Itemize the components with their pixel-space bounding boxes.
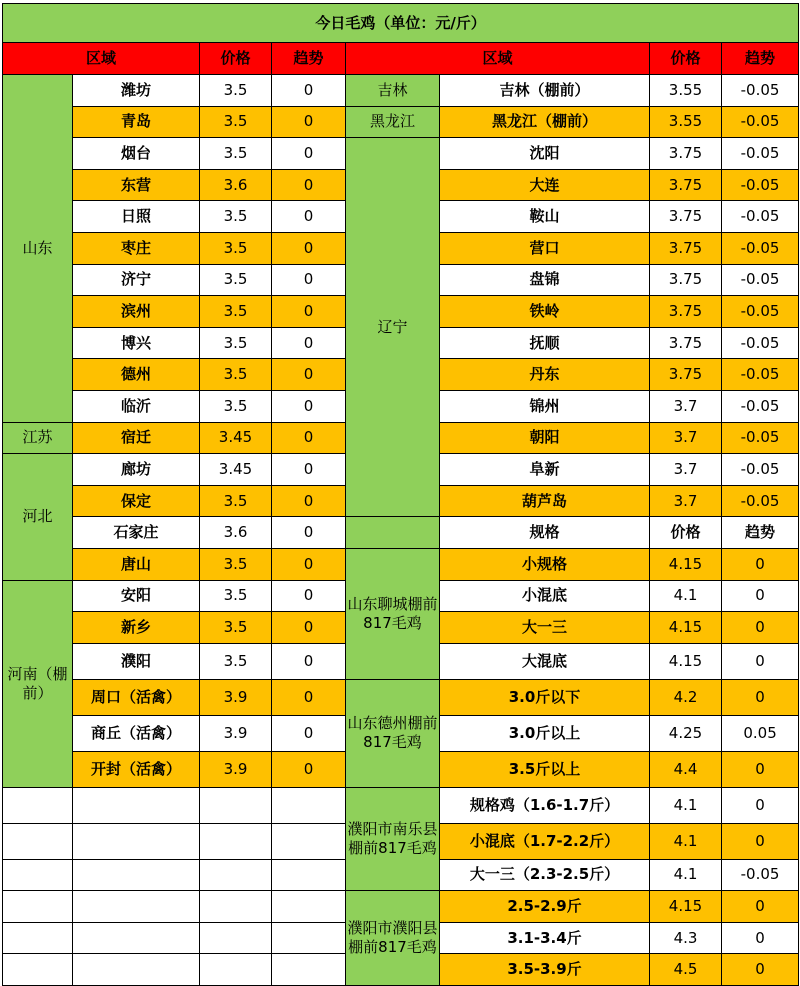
- city-name: 日照: [73, 201, 200, 233]
- table-row: [3, 787, 799, 823]
- city-price: 3.7: [650, 454, 722, 486]
- city-trend: -0.05: [722, 422, 799, 454]
- city-trend: -0.05: [722, 359, 799, 391]
- spec-trend: 0: [722, 823, 799, 859]
- city-price: 3.75: [650, 296, 722, 328]
- price-sheet: [2, 3, 798, 982]
- sheet-title: 今日毛鸡（单位：元/斤）: [3, 4, 799, 43]
- spec-price: 4.1: [650, 787, 722, 823]
- header-price-left: 价格: [200, 43, 272, 75]
- city-trend: -0.05: [722, 75, 799, 107]
- province-name: 黑龙江: [346, 106, 440, 138]
- city-price: 3.9: [200, 715, 272, 751]
- empty-cell: [3, 954, 73, 986]
- empty-cell: [73, 859, 200, 891]
- spec-trend: 0: [722, 751, 799, 787]
- city-trend: -0.05: [722, 390, 799, 422]
- spec-price: 4.15: [650, 548, 722, 580]
- header-row: [3, 43, 799, 75]
- city-price: 3.5: [200, 643, 272, 679]
- empty-cell: [272, 859, 346, 891]
- city-trend: -0.05: [722, 232, 799, 264]
- spec-price: 4.1: [650, 823, 722, 859]
- city-trend: 0: [272, 264, 346, 296]
- province-name: 河北: [3, 454, 73, 580]
- city-trend: -0.05: [722, 264, 799, 296]
- table-row: [3, 517, 799, 549]
- spec-trend: 0: [722, 548, 799, 580]
- spec-group-name: 山东德州棚前817毛鸡: [346, 679, 440, 787]
- spec-price: 4.25: [650, 715, 722, 751]
- spec-group-name: 濮阳市南乐县棚前817毛鸡: [346, 787, 440, 891]
- header-region-left: 区域: [3, 43, 200, 75]
- spec-trend: 0: [722, 580, 799, 612]
- table-row: [3, 75, 799, 107]
- city-price: 3.5: [200, 201, 272, 233]
- city-name: 铁岭: [440, 296, 650, 328]
- city-price: 3.55: [650, 75, 722, 107]
- empty-cell: [200, 891, 272, 923]
- spec-trend: 0: [722, 891, 799, 923]
- city-name: 临沂: [73, 390, 200, 422]
- city-name: 唐山: [73, 548, 200, 580]
- city-price: 3.7: [650, 390, 722, 422]
- city-trend: 0: [272, 390, 346, 422]
- city-trend: 0: [272, 106, 346, 138]
- spec-name: 大混底: [440, 643, 650, 679]
- province-name: 河南（棚前）: [3, 580, 73, 787]
- city-name: 安阳: [73, 580, 200, 612]
- city-trend: 0: [272, 296, 346, 328]
- city-price: 3.5: [200, 548, 272, 580]
- spec-header-spec: 规格: [440, 517, 650, 549]
- city-name: 吉林（棚前）: [440, 75, 650, 107]
- city-price: 3.75: [650, 232, 722, 264]
- city-trend: 0: [272, 327, 346, 359]
- city-trend: 0: [272, 201, 346, 233]
- city-trend: 0: [272, 751, 346, 787]
- spec-price: 4.2: [650, 679, 722, 715]
- city-name: 潍坊: [73, 75, 200, 107]
- empty-cell: [200, 859, 272, 891]
- city-trend: 0: [272, 715, 346, 751]
- spec-trend: -0.05: [722, 859, 799, 891]
- spec-trend: 0: [722, 679, 799, 715]
- empty-cell: [3, 787, 73, 823]
- city-trend: -0.05: [722, 169, 799, 201]
- table-row: [3, 106, 799, 138]
- city-name: 烟台: [73, 138, 200, 170]
- spec-name: 规格鸡（1.6-1.7斤）: [440, 787, 650, 823]
- city-name: 丹东: [440, 359, 650, 391]
- empty-cell: [73, 954, 200, 986]
- city-trend: -0.05: [722, 327, 799, 359]
- city-name: 锦州: [440, 390, 650, 422]
- header-trend-right: 趋势: [722, 43, 799, 75]
- empty-cell: [200, 954, 272, 986]
- city-name: 枣庄: [73, 232, 200, 264]
- city-name: 青岛: [73, 106, 200, 138]
- spec-name: 3.1-3.4斤: [440, 922, 650, 954]
- spec-price: 4.1: [650, 580, 722, 612]
- empty-cell: [73, 891, 200, 923]
- city-price: 3.5: [200, 580, 272, 612]
- city-name: 鞍山: [440, 201, 650, 233]
- city-trend: -0.05: [722, 138, 799, 170]
- city-price: 3.6: [200, 517, 272, 549]
- city-name: 廊坊: [73, 454, 200, 486]
- city-trend: 0: [272, 580, 346, 612]
- city-trend: 0: [272, 679, 346, 715]
- city-trend: 0: [272, 517, 346, 549]
- province-name: 辽宁: [346, 138, 440, 517]
- city-trend: 0: [272, 485, 346, 517]
- city-name: 开封（活禽）: [73, 751, 200, 787]
- city-price: 3.9: [200, 679, 272, 715]
- header-region-right: 区域: [346, 43, 650, 75]
- spec-price: 4.3: [650, 922, 722, 954]
- empty-cell: [272, 891, 346, 923]
- city-name: 濮阳: [73, 643, 200, 679]
- empty-cell: [200, 787, 272, 823]
- city-trend: 0: [272, 612, 346, 644]
- city-price: 3.5: [200, 75, 272, 107]
- city-name: 商丘（活禽）: [73, 715, 200, 751]
- spec-name: 3.0斤以上: [440, 715, 650, 751]
- city-price: 3.55: [650, 106, 722, 138]
- city-trend: -0.05: [722, 485, 799, 517]
- spec-group-name: 山东聊城棚前817毛鸡: [346, 548, 440, 679]
- table-body: [3, 4, 799, 986]
- city-price: 3.5: [200, 296, 272, 328]
- city-trend: -0.05: [722, 454, 799, 486]
- city-price: 3.5: [200, 138, 272, 170]
- city-price: 3.5: [200, 359, 272, 391]
- city-name: 保定: [73, 485, 200, 517]
- spec-trend: 0: [722, 612, 799, 644]
- table-row: [3, 891, 799, 923]
- spec-header-price: 价格: [650, 517, 722, 549]
- city-price: 3.5: [200, 264, 272, 296]
- city-name: 盘锦: [440, 264, 650, 296]
- city-trend: 0: [272, 232, 346, 264]
- empty-cell: [3, 922, 73, 954]
- city-price: 3.5: [200, 485, 272, 517]
- city-name: 周口（活禽）: [73, 679, 200, 715]
- spec-trend: 0.05: [722, 715, 799, 751]
- city-trend: -0.05: [722, 296, 799, 328]
- table-row: [3, 679, 799, 715]
- province-name: 江苏: [3, 422, 73, 454]
- empty-cell: [73, 787, 200, 823]
- empty-cell: [3, 859, 73, 891]
- city-trend: -0.05: [722, 201, 799, 233]
- city-name: 博兴: [73, 327, 200, 359]
- city-price: 3.5: [200, 106, 272, 138]
- city-name: 济宁: [73, 264, 200, 296]
- header-trend-left: 趋势: [272, 43, 346, 75]
- city-name: 营口: [440, 232, 650, 264]
- empty-cell: [73, 823, 200, 859]
- spec-trend: 0: [722, 922, 799, 954]
- empty-cell: [3, 823, 73, 859]
- city-name: 石家庄: [73, 517, 200, 549]
- spec-trend: 0: [722, 787, 799, 823]
- city-trend: 0: [272, 454, 346, 486]
- city-price: 3.75: [650, 138, 722, 170]
- spec-name: 3.0斤以下: [440, 679, 650, 715]
- city-price: 3.7: [650, 422, 722, 454]
- spec-name: 3.5-3.9斤: [440, 954, 650, 986]
- city-price: 3.5: [200, 390, 272, 422]
- city-price: 3.75: [650, 359, 722, 391]
- city-price: 3.45: [200, 422, 272, 454]
- spec-name: 小混底: [440, 580, 650, 612]
- spec-price: 4.15: [650, 612, 722, 644]
- city-name: 大连: [440, 169, 650, 201]
- spec-name: 2.5-2.9斤: [440, 891, 650, 923]
- empty-cell: [272, 922, 346, 954]
- spec-price: 4.5: [650, 954, 722, 986]
- city-name: 沈阳: [440, 138, 650, 170]
- city-name: 滨州: [73, 296, 200, 328]
- spec-name: 3.5斤以上: [440, 751, 650, 787]
- city-trend: 0: [272, 138, 346, 170]
- spec-price: 4.15: [650, 643, 722, 679]
- city-price: 3.6: [200, 169, 272, 201]
- spec-name: 小混底（1.7-2.2斤）: [440, 823, 650, 859]
- spec-price: 4.1: [650, 859, 722, 891]
- empty-cell: [272, 787, 346, 823]
- city-trend: 0: [272, 359, 346, 391]
- empty-cell: [200, 823, 272, 859]
- city-name: 宿迁: [73, 422, 200, 454]
- city-trend: 0: [272, 422, 346, 454]
- spec-name: 大一三（2.3-2.5斤）: [440, 859, 650, 891]
- empty-cell: [272, 823, 346, 859]
- city-name: 德州: [73, 359, 200, 391]
- spec-name: 小规格: [440, 548, 650, 580]
- spec-group-name: 濮阳市濮阳县棚前817毛鸡: [346, 891, 440, 986]
- city-price: 3.5: [200, 327, 272, 359]
- empty-cell: [73, 922, 200, 954]
- city-trend: 0: [272, 169, 346, 201]
- city-price: 3.75: [650, 327, 722, 359]
- city-price: 3.75: [650, 201, 722, 233]
- city-price: 3.5: [200, 612, 272, 644]
- city-price: 3.5: [200, 232, 272, 264]
- city-price: 3.45: [200, 454, 272, 486]
- city-name: 阜新: [440, 454, 650, 486]
- province-name: 吉林: [346, 75, 440, 107]
- city-price: 3.9: [200, 751, 272, 787]
- spec-trend: 0: [722, 643, 799, 679]
- city-name: 抚顺: [440, 327, 650, 359]
- empty-cell: [272, 954, 346, 986]
- empty-cell: [200, 922, 272, 954]
- spec-price: 4.15: [650, 891, 722, 923]
- spec-header-blank: [346, 517, 440, 549]
- city-name: 新乡: [73, 612, 200, 644]
- spec-name: 大一三: [440, 612, 650, 644]
- city-trend: 0: [272, 643, 346, 679]
- city-price: 3.75: [650, 169, 722, 201]
- city-trend: 0: [272, 75, 346, 107]
- spec-header-trend: 趋势: [722, 517, 799, 549]
- price-table: [2, 3, 799, 986]
- header-price-right: 价格: [650, 43, 722, 75]
- spec-price: 4.4: [650, 751, 722, 787]
- table-row: [3, 138, 799, 170]
- city-name: 东营: [73, 169, 200, 201]
- city-trend: -0.05: [722, 106, 799, 138]
- city-name: 朝阳: [440, 422, 650, 454]
- city-price: 3.75: [650, 264, 722, 296]
- city-name: 黑龙江（棚前）: [440, 106, 650, 138]
- spec-trend: 0: [722, 954, 799, 986]
- city-name: 葫芦岛: [440, 485, 650, 517]
- empty-cell: [3, 891, 73, 923]
- province-name: 山东: [3, 75, 73, 423]
- city-price: 3.7: [650, 485, 722, 517]
- city-trend: 0: [272, 548, 346, 580]
- table-row: [3, 548, 799, 580]
